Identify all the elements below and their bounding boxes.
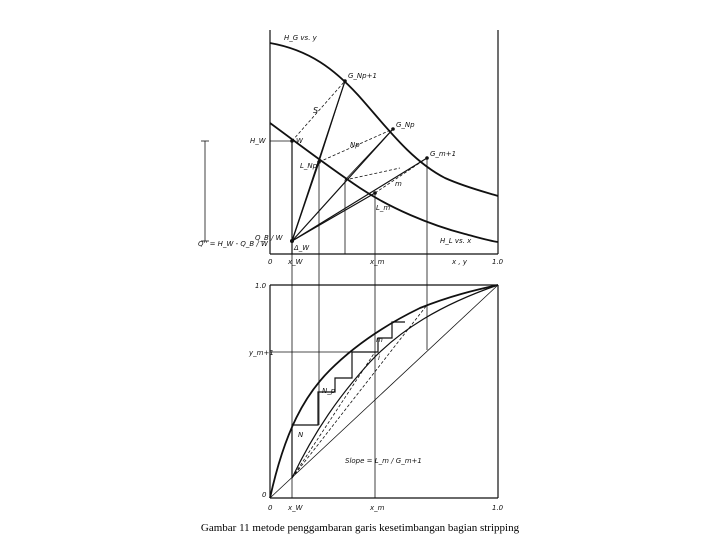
label-qprime: Q'' = H_W - Q_B / W — [198, 240, 268, 248]
op-line-lm — [292, 193, 375, 241]
tick-0: 0 — [268, 258, 273, 266]
label-g-m1: G_m+1 — [430, 150, 457, 158]
point-w — [290, 139, 294, 143]
liquid-enthalpy-curve — [270, 123, 498, 242]
label-delta-w: Δ_W — [294, 244, 310, 252]
vapor-enthalpy-curve — [270, 43, 498, 196]
tie-line-s — [292, 81, 345, 141]
tick-1: 1.0 — [492, 258, 504, 266]
label-i-lower: i — [378, 354, 380, 362]
tie-line-mid — [345, 168, 400, 180]
op-line-np — [292, 129, 393, 241]
diagonal-line — [270, 285, 498, 498]
solid-tie-1 — [319, 81, 345, 162]
label-np-lower: N_p — [322, 387, 336, 395]
enthalpy-diagram — [198, 30, 504, 266]
label-m-lower: m — [376, 336, 383, 344]
label-n-lower: N — [298, 431, 304, 439]
label-hg: H_G vs. y — [284, 34, 317, 42]
op-line-lnp — [292, 162, 319, 241]
solid-tie-2 — [345, 129, 393, 180]
label-qbw: Q_B / W — [255, 234, 283, 242]
label-hw: H_W — [250, 137, 266, 145]
tick-x0: 0 — [268, 504, 273, 512]
label-w: W — [296, 137, 303, 145]
point-g-np — [391, 127, 395, 131]
figure-caption: Gambar 11 metode penggambaran garis kesetimbangan bagian stripping — [200, 522, 520, 534]
label-g-np: G_Np — [396, 121, 415, 129]
slope-text: Slope = L_m / G_m+1 — [345, 457, 422, 465]
tick-xw: x_W — [288, 258, 303, 266]
point-g-m1 — [425, 156, 429, 160]
tick-ym1: y_m+1 — [249, 349, 274, 357]
label-xy: x , y — [452, 258, 467, 266]
label-np: Np — [350, 141, 360, 149]
tick-y0: 0 — [262, 491, 267, 499]
point-g-np1 — [343, 79, 347, 83]
label-l-m: L_m — [376, 204, 391, 212]
tick-xm2: x_m — [370, 504, 385, 512]
label-s: S — [313, 106, 319, 115]
tick-x1: 1.0 — [492, 504, 504, 512]
tick-xm: x_m — [370, 258, 385, 266]
label-m: m — [395, 180, 402, 188]
label-g-np1: G_Np+1 — [348, 72, 377, 80]
label-l-np: L_Np — [300, 162, 318, 170]
tick-xw2: x_W — [288, 504, 303, 512]
point-l-np — [317, 160, 321, 164]
tick-y1: 1.0 — [255, 282, 267, 290]
label-hl: H_L vs. x — [440, 237, 472, 245]
point-delta-w — [290, 239, 294, 243]
xy-diagram — [248, 254, 504, 512]
op-line-m — [292, 158, 427, 241]
point-l-m — [373, 191, 377, 195]
